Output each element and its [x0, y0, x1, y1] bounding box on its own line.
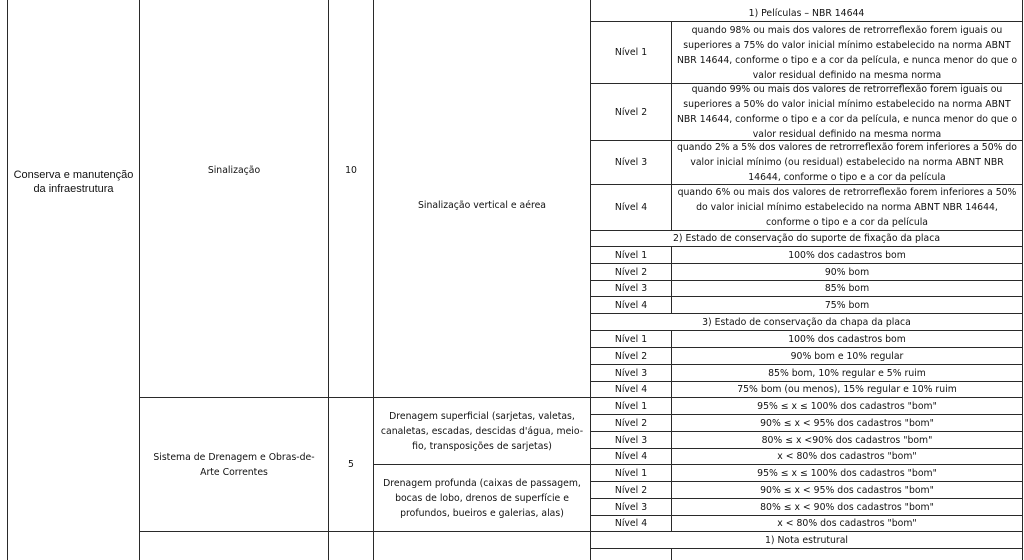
level-label: Nível 2 [614, 350, 648, 362]
level-criterion: 90% ≤ x < 95% dos cadastros "bom" [760, 417, 934, 429]
level-criterion: 95% ≤ x ≤ 100% dos cadastros "bom" [757, 400, 937, 412]
group-weight: 5 [348, 459, 354, 470]
level-label: Nível 2 [614, 417, 648, 429]
level-criterion: 75% bom (ou menos), 15% regular e 10% ruim [737, 384, 957, 395]
level-label: Nível 1 [614, 47, 648, 58]
level-label: Nível 3 [614, 434, 648, 446]
level-label: Nível 1 [614, 467, 648, 479]
level-label: Nível 1 [614, 333, 648, 345]
row-divider [590, 548, 1023, 549]
level-criterion: x < 80% dos cadastros "bom" [777, 518, 917, 529]
level-criterion: 100% dos cadastros bom [788, 249, 906, 261]
category-cell [8, 0, 139, 364]
section-title: 2) Estado de conservação do suporte de fixação da placa [672, 233, 941, 244]
section-title: 1) Películas – NBR 14644 [748, 8, 865, 19]
level-criterion: quando 98% ou mais dos valores de retrorreflexão forem iguais ou superiores a 75% do valor inicial mínimo estabelecido na norma ABNT NBR 14644, conforme o tipo e a cor da película, e nunca menor do que o valor residual definido na mesma norma [676, 24, 1018, 81]
group-weight-cell [329, 0, 373, 340]
group-weight-cell [329, 398, 373, 531]
item-name: Drenagem superficial (sarjetas, valetas, canaletas, escadas, descidas d'água, meio-fio, transposições de sarjetas) [380, 410, 584, 452]
level-label: Nível 1 [614, 400, 648, 412]
item-cell [374, 398, 590, 464]
level-label: Nível 2 [614, 484, 648, 496]
level-criterion: 85% bom [824, 283, 870, 294]
section-title: 3) Estado de conservação da chapa da placa [702, 316, 911, 328]
level-criterion: 95% ≤ x ≤ 100% dos cadastros "bom" [757, 467, 937, 479]
level-label: Nível 3 [614, 501, 648, 513]
level-label: Nível 4 [614, 384, 648, 395]
group-name-cell [140, 398, 328, 531]
level-criterion: 75% bom [824, 299, 870, 311]
item-cell [374, 0, 590, 410]
level-criterion: quando 6% ou mais dos valores de retrorreflexão forem inferiores a 50% do valor inicial mínimo estabelecido na norma ABNT NBR 14644, conforme o tipo e a cor da película [677, 187, 1017, 228]
level-label: Nível 2 [614, 266, 648, 278]
level-label: Nível 4 [614, 202, 648, 213]
level-label: Nível 3 [614, 367, 648, 379]
group-name: Sistema de Drenagem e Obras-de-Arte Correntes [153, 451, 315, 478]
item-name: Drenagem profunda (caixas de passagem, bocas de lobo, drenos de superfície e profundos, bueiros e galerias, alas) [383, 477, 581, 519]
level-criterion: 90% ≤ x < 95% dos cadastros "bom" [760, 484, 934, 496]
item-name: Sinalização vertical e aérea [417, 199, 546, 211]
level-label: Nível 4 [614, 299, 648, 311]
level-label: Nível 4 [614, 518, 648, 529]
level-criterion: 90% bom [824, 266, 870, 278]
level-criterion: 80% ≤ x < 90% dos cadastros "bom" [760, 501, 934, 513]
level-label: Nível 1 [614, 249, 648, 261]
category-label: Conserva e manutenção da infraestrutura [13, 169, 134, 195]
level-criterion: x < 80% dos cadastros "bom" [777, 451, 917, 462]
level-criterion: 90% bom e 10% regular [790, 350, 904, 362]
level-label: Nível 3 [614, 283, 648, 294]
column-divider [671, 548, 672, 560]
group-weight: 10 [345, 164, 357, 176]
level-criterion: 100% dos cadastros bom [788, 333, 906, 345]
section-title: 1) Nota estrutural [764, 534, 848, 546]
item-cell [374, 465, 590, 531]
group-name-cell [140, 0, 328, 340]
level-criterion: quando 2% a 5% dos valores de retrorreflexão forem inferiores a 50% do valor inicial mínimo (ou residual) estabelecido na norma ABNT NBR 14644, conforme o tipo e a cor da película [677, 142, 1017, 183]
level-label: Nível 2 [614, 106, 648, 118]
group-name: Sinalização [207, 164, 261, 176]
level-label: Nível 3 [614, 157, 648, 168]
level-label: Nível 4 [614, 451, 648, 462]
level-criterion: quando 99% ou mais dos valores de retrorreflexão forem iguais ou superiores a 50% do valor inicial mínimo estabelecido na norma ABNT NBR 14644, conforme o tipo e a cor da película, e nunca menor do que o valor residual definido na mesma norma [676, 84, 1018, 140]
level-criterion: 80% ≤ x <90% dos cadastros "bom" [761, 434, 933, 446]
level-criterion: 85% bom, 10% regular e 5% ruim [768, 367, 926, 379]
